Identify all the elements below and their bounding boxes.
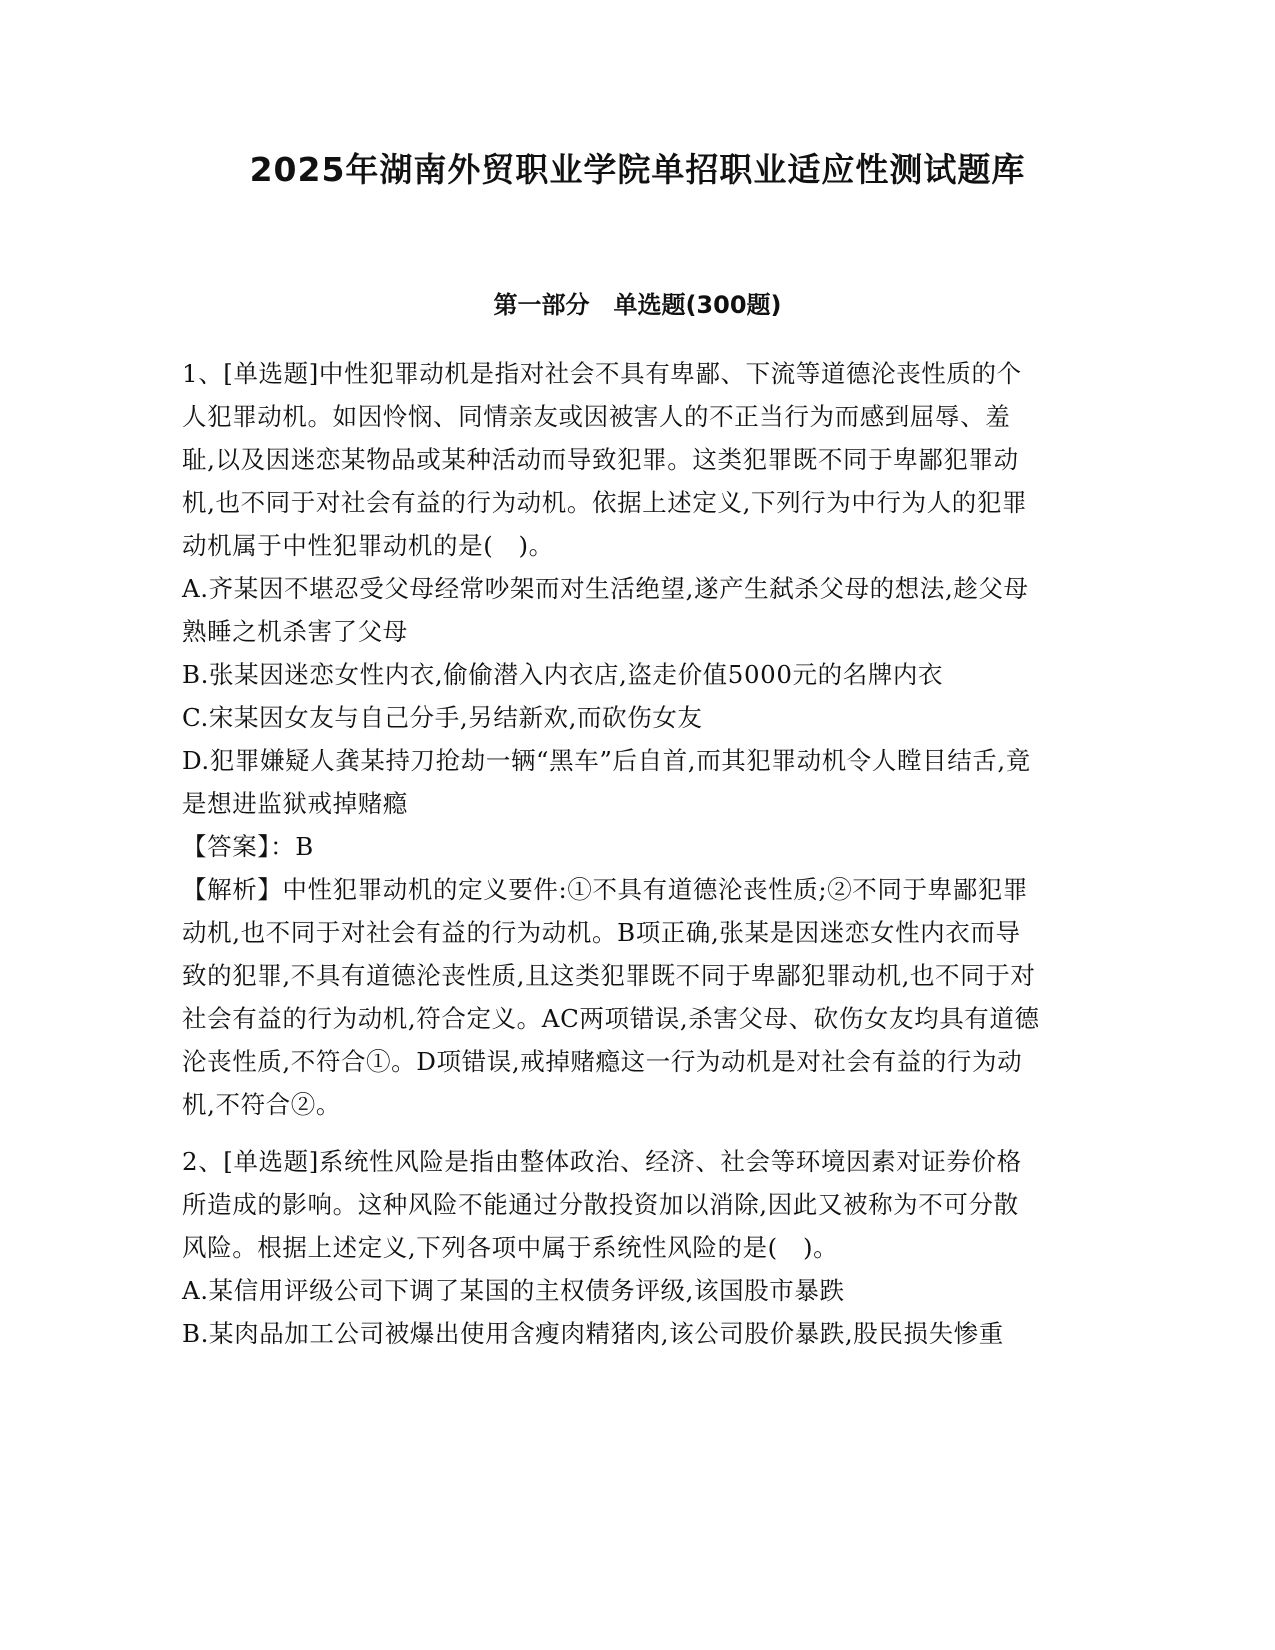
question-2 bbox=[182, 1140, 1042, 1355]
option-c: C.宋某因女友与自己分手,另结新欢,而砍伤女友 bbox=[182, 703, 703, 732]
document-title: 2025年湖南外贸职业学院单招职业适应性测试题库 bbox=[249, 150, 1026, 189]
document-body bbox=[182, 352, 1042, 1369]
section-title: 第一部分 单选题(300题) bbox=[493, 291, 782, 319]
option-b: B.某肉品加工公司被爆出使用含瘦肉精猪肉,该公司股价暴跌,股民损失惨重 bbox=[182, 1319, 1004, 1348]
option-b: B.张某因迷恋女性内衣,偷偷潜入内衣店,盗走价值5000元的名牌内衣 bbox=[182, 660, 944, 689]
question-stem: 1、[单选题]中性犯罪动机是指对社会不具有卑鄙、下流等道德沦丧性质的个人犯罪动机。如因怜悯、同情亲友或因被害人的不正当行为而感到屈辱、羞耻,以及因迷恋某物品或某种活动而导致犯罪。这类犯罪既不同于卑鄙犯罪动机,也不同于对社会有益的行为动机。依据上述定义,下列行为中行为人的犯罪动机属于中性犯罪动机的是( )。 bbox=[182, 359, 1028, 560]
question-1 bbox=[182, 352, 1042, 1126]
option-a: A.某信用评级公司下调了某国的主权债务评级,该国股市暴跌 bbox=[182, 1276, 845, 1305]
question-stem: 2、[单选题]系统性风险是指由整体政治、经济、社会等环境因素对证券价格所造成的影响。这种风险不能通过分散投资加以消除,因此又被称为不可分散风险。根据上述定义,下列各项中属于系统性风险的是( )。 bbox=[182, 1147, 1022, 1262]
option-d: D.犯罪嫌疑人龚某持刀抢劫一辆“黑车”后自首,而其犯罪动机令人瞠目结舌,竟是想进监狱戒掉赌瘾 bbox=[182, 746, 1031, 818]
option-a: A.齐某因不堪忍受父母经常吵架而对生活绝望,遂产生弑杀父母的想法,趁父母熟睡之机杀害了父母 bbox=[182, 574, 1029, 646]
analysis: 【解析】中性犯罪动机的定义要件:①不具有道德沦丧性质;②不同于卑鄙犯罪动机,也不同于对社会有益的行为动机。B项正确,张某是因迷恋女性内衣而导致的犯罪,不具有道德沦丧性质,且这类犯罪既不同于卑鄙犯罪动机,也不同于对社会有益的行为动机,符合定义。AC两项错误,杀害父母、砍伤女友均具有道德沦丧性质,不符合①。D项错误,戒掉赌瘾这一行为动机是对社会有益的行为动机,不符合②。 bbox=[182, 875, 1040, 1119]
answer: 【答案】：B bbox=[182, 832, 314, 861]
